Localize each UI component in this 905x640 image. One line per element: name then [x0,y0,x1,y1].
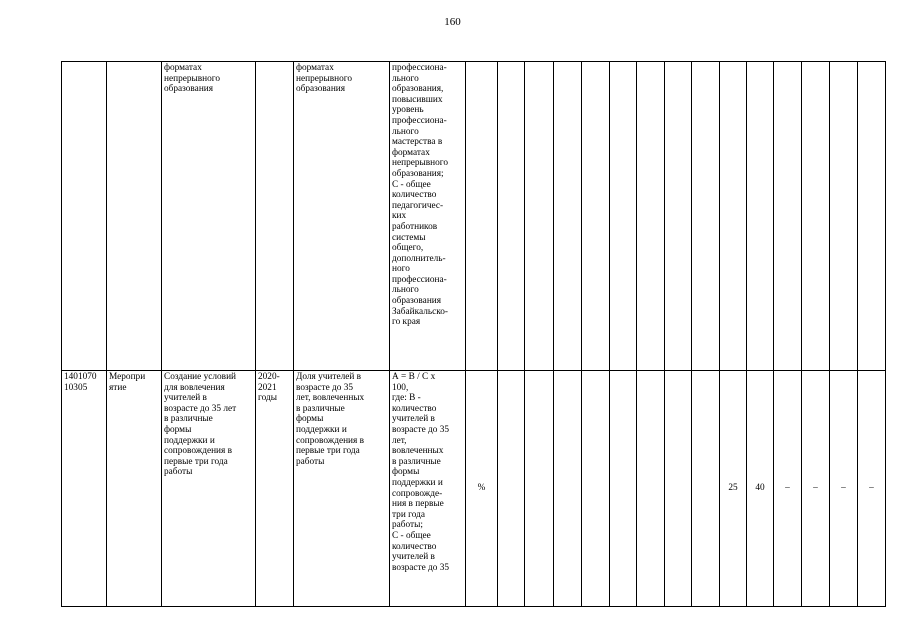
formula-cell-line: уровень [392,105,424,116]
period-cell [256,371,294,607]
formula-cell-line: Забайкальско- [392,306,448,317]
value-cell [498,62,525,371]
period-cell [256,62,294,371]
formula-cell-line: количество [392,403,437,414]
formula-cell-line: С - общее [392,530,431,541]
indicator-cell-line: лет, вовлеченных [296,393,365,404]
name-cell-line: образования [164,84,214,95]
value-cell [774,62,802,371]
code-cell-line: 10305 [64,382,88,393]
value-cell [498,371,525,607]
value-cell [525,371,554,607]
value-cell [582,371,610,607]
name-cell-line: в различные [164,414,213,425]
page-number: 160 [444,16,461,28]
value-cell: – [830,371,858,607]
name-cell-line: сопровождения в [164,446,233,457]
name-cell-line: работы [164,467,193,478]
formula-cell-line: повысивших [392,94,443,105]
formula-cell-line: дополнитель- [392,253,446,264]
formula-cell-line: учителей в [392,414,435,425]
value-cell [637,62,665,371]
indicator-cell-line: сопровождения в [296,435,365,446]
formula-cell-line: ния в первые [392,499,444,510]
formula-cell-line: работы; [392,520,423,531]
value-cell [554,62,582,371]
type-cell [107,371,162,607]
formula-cell-line: количество [392,190,437,201]
period-cell-line: 2020- [258,372,280,382]
table-row [62,371,886,607]
code-cell [62,371,107,607]
name-cell [162,371,256,607]
formula-cell-line: сопровожде- [392,488,443,499]
period-cell-line: 2021 [258,382,277,393]
value-cell [554,371,582,607]
value-cell: – [858,371,886,607]
value-cell [692,371,720,607]
formula-cell-line: С - общее [392,179,431,190]
value-cell [665,371,692,607]
formula-cell-line: льного [392,285,419,296]
formula-cell-line: го края [392,317,421,328]
indicator-cell [294,62,390,371]
indicator-cell [294,371,390,607]
formula-cell-line: формы [392,467,420,478]
formula-cell-line: вовлеченных [392,446,444,457]
formula-cell-line: А = В / С x [392,372,436,382]
formula-cell-line: форматах [392,147,430,158]
formula-cell-line: системы [392,232,426,243]
formula-cell-line: учителей в [392,552,435,563]
indicator-cell-line: образования [296,84,346,95]
name-cell-line: форматах [164,63,202,73]
formula-cell-line: образования; [392,168,444,179]
name-cell-line: учителей в [164,393,207,404]
unit-cell: % [466,371,498,607]
formula-cell-line: 100, [392,382,409,393]
formula-cell-line: ких [392,211,407,222]
formula-cell-line: лет, [392,435,407,446]
indicator-cell-line: работы [296,456,325,467]
name-cell [162,62,256,371]
formula-cell-line: работников [392,221,438,232]
formula-cell-line: возрасте до 35 [392,424,450,435]
value-cell: 40 [747,371,774,607]
formula-cell-line: количество [392,541,437,552]
formula-cell-line: профессиона- [392,274,447,285]
formula-cell-line: профессиона- [392,115,447,126]
type-cell-line: Меропри [109,372,146,382]
name-cell-line: Создание условий [164,372,237,382]
value-cell [582,62,610,371]
indicator-cell-line: первые три года [296,446,360,457]
value-cell: – [802,371,830,607]
code-cell-line: 1401070 [64,372,97,382]
formula-cell-line: образования [392,296,442,307]
period-cell-line: годы [258,393,277,404]
value-cell [858,62,886,371]
formula-cell-line: непрерывного [392,158,448,169]
code-cell [62,62,107,371]
formula-cell-line: мастерства в [392,137,443,148]
formula-cell-line: льного [392,126,419,137]
value-cell [665,62,692,371]
value-cell [525,62,554,371]
value-cell [747,62,774,371]
name-cell-line: для вовлечения [164,382,225,393]
value-cell [637,371,665,607]
formula-cell-line: ного [392,264,410,275]
table-row [62,62,886,371]
value-cell [692,62,720,371]
formula-cell-line: где: В - [392,393,421,404]
formula-cell-line: педагогичес- [392,200,444,211]
value-cell [830,62,858,371]
indicator-cell-line: Доля учителей в [296,372,362,382]
indicator-cell-line: непрерывного [296,73,352,84]
value-cell [610,371,637,607]
indicator-cell-line: форматах [296,63,334,73]
type-cell [107,62,162,371]
name-cell-line: непрерывного [164,73,220,84]
formula-cell-line: три года [392,509,425,520]
formula-cell [390,371,466,607]
indicator-cell-line: поддержки и [296,424,347,435]
formula-cell-line: поддержки и [392,477,443,488]
formula-cell [390,62,466,371]
name-cell-line: первые три года [164,456,228,467]
unit-cell [466,62,498,371]
formula-cell-line: льного [392,73,419,84]
program-table [61,61,886,607]
name-cell-line: возрасте до 35 лет [164,403,237,414]
formula-cell-line: общего, [392,243,424,254]
value-cell: 25 [720,371,747,607]
table-body [62,62,886,607]
value-cell: – [774,371,802,607]
value-cell [720,62,747,371]
value-cell [610,62,637,371]
formula-cell-line: возрасте до 35 [392,562,450,573]
value-cell [802,62,830,371]
indicator-cell-line: возрасте до 35 [296,382,354,393]
type-cell-line: ятие [109,382,127,393]
name-cell-line: поддержки и [164,435,215,446]
name-cell-line: формы [164,424,192,435]
indicator-cell-line: формы [296,414,324,425]
formula-cell-line: в различные [392,456,441,467]
formula-cell-line: профессиона- [392,63,447,73]
indicator-cell-line: в различные [296,403,345,414]
formula-cell-line: образования, [392,84,444,95]
